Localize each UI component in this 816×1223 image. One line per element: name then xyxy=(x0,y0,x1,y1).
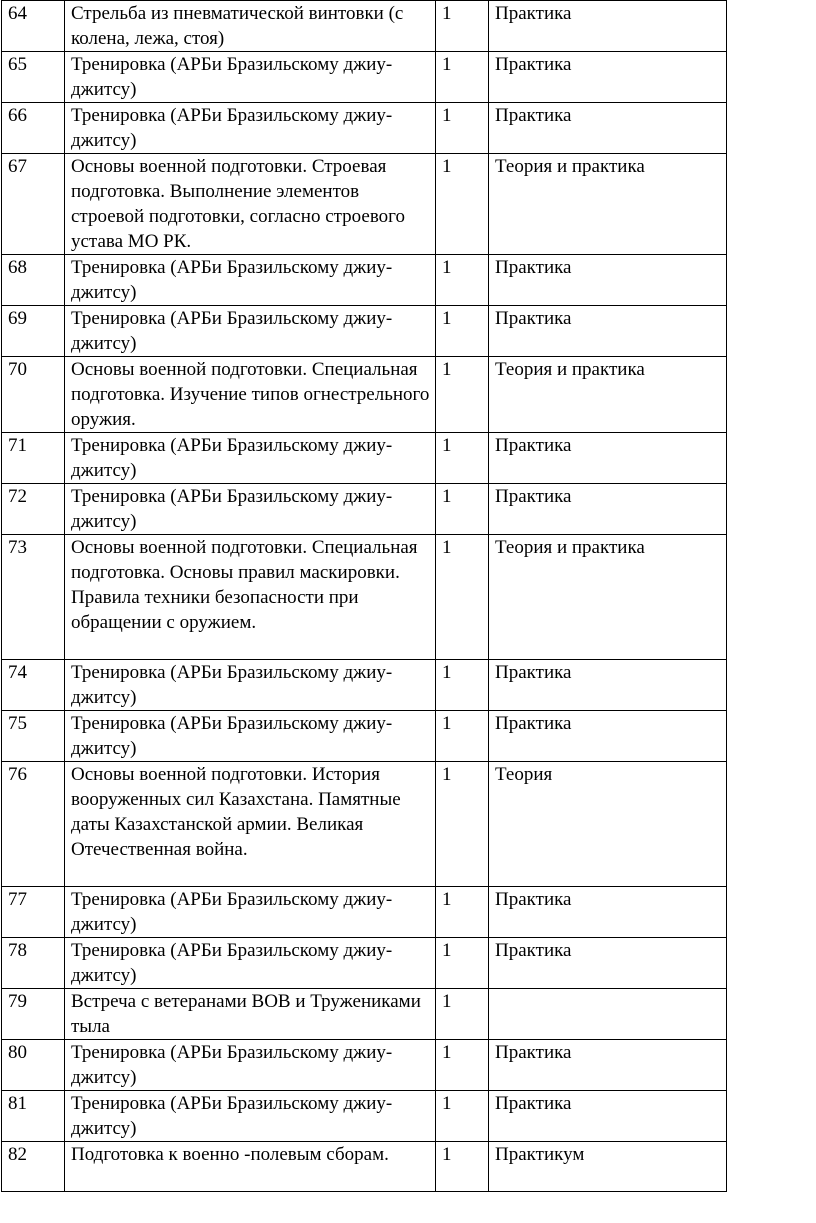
table-row xyxy=(2,989,727,1040)
row-number-cell: 66 xyxy=(2,103,65,154)
topic-cell: Тренировка (АРБи Бразильскому джиу-джитсу) xyxy=(65,484,436,535)
hours-cell: 1 xyxy=(436,52,489,103)
lesson-form-cell: Практика xyxy=(489,660,727,711)
topic-cell: Тренировка (АРБи Бразильскому джиу-джитсу) xyxy=(65,660,436,711)
table-row xyxy=(2,484,727,535)
table-row xyxy=(2,1091,727,1142)
lesson-form-cell: Практика xyxy=(489,1091,727,1142)
topic-cell: Тренировка (АРБи Бразильскому джиу-джитсу) xyxy=(65,433,436,484)
table-row xyxy=(2,306,727,357)
table-row xyxy=(2,255,727,306)
hours-cell: 1 xyxy=(436,989,489,1040)
hours-cell: 1 xyxy=(436,535,489,660)
lesson-form-cell: Практика xyxy=(489,433,727,484)
topic-cell: Тренировка (АРБи Бразильскому джиу-джитсу) xyxy=(65,255,436,306)
topic-cell: Основы военной подготовки. История вооруженных сил Казахстана. Памятные даты Казахстанской армии. Великая Отечественная война. xyxy=(65,762,436,887)
topic-cell: Тренировка (АРБи Бразильскому джиу-джитсу) xyxy=(65,887,436,938)
lesson-form-cell: Практика xyxy=(489,255,727,306)
table-row xyxy=(2,1142,727,1192)
table-row xyxy=(2,762,727,887)
topic-cell: Основы военной подготовки. Специальная подготовка. Основы правил маскировки. Правила техники безопасности при обращении с оружием. xyxy=(65,535,436,660)
table-row xyxy=(2,660,727,711)
lesson-form-cell: Практика xyxy=(489,484,727,535)
hours-cell: 1 xyxy=(436,1142,489,1192)
table-row xyxy=(2,938,727,989)
topic-cell: Тренировка (АРБи Бразильскому джиу-джитсу) xyxy=(65,306,436,357)
lesson-form-cell: Теория xyxy=(489,762,727,887)
lesson-form-cell: Практика xyxy=(489,1,727,52)
table-row xyxy=(2,52,727,103)
hours-cell: 1 xyxy=(436,433,489,484)
row-number-cell: 79 xyxy=(2,989,65,1040)
topic-cell: Тренировка (АРБи Бразильскому джиу-джитсу) xyxy=(65,1091,436,1142)
table-row xyxy=(2,711,727,762)
lesson-form-cell: Практика xyxy=(489,103,727,154)
topic-cell: Тренировка (АРБи Бразильскому джиу-джитсу) xyxy=(65,103,436,154)
lesson-form-cell: Теория и практика xyxy=(489,154,727,255)
lesson-form-cell: Теория и практика xyxy=(489,357,727,433)
hours-cell: 1 xyxy=(436,660,489,711)
table-row xyxy=(2,357,727,433)
topic-cell: Подготовка к военно -полевым сборам. xyxy=(65,1142,436,1192)
table-row xyxy=(2,433,727,484)
row-number-cell: 64 xyxy=(2,1,65,52)
row-number-cell: 70 xyxy=(2,357,65,433)
topic-cell: Тренировка (АРБи Бразильскому джиу-джитсу) xyxy=(65,1040,436,1091)
hours-cell: 1 xyxy=(436,154,489,255)
hours-cell: 1 xyxy=(436,887,489,938)
row-number-cell: 67 xyxy=(2,154,65,255)
topic-cell: Тренировка (АРБи Бразильскому джиу-джитсу) xyxy=(65,711,436,762)
lesson-form-cell: Практика xyxy=(489,306,727,357)
hours-cell: 1 xyxy=(436,762,489,887)
row-number-cell: 75 xyxy=(2,711,65,762)
hours-cell: 1 xyxy=(436,711,489,762)
topic-cell: Стрельба из пневматической винтовки (с колена, лежа, стоя) xyxy=(65,1,436,52)
hours-cell: 1 xyxy=(436,255,489,306)
lesson-form-cell: Практика xyxy=(489,887,727,938)
row-number-cell: 76 xyxy=(2,762,65,887)
hours-cell: 1 xyxy=(436,306,489,357)
hours-cell: 1 xyxy=(436,1091,489,1142)
hours-cell: 1 xyxy=(436,938,489,989)
table-row xyxy=(2,887,727,938)
topic-cell: Основы военной подготовки. Строевая подготовка. Выполнение элементов строевой подготовки, согласно строевого устава МО РК. xyxy=(65,154,436,255)
row-number-cell: 82 xyxy=(2,1142,65,1192)
lesson-form-cell: Практика xyxy=(489,938,727,989)
lesson-form-cell: Практика xyxy=(489,52,727,103)
topic-cell: Тренировка (АРБи Бразильскому джиу-джитсу) xyxy=(65,52,436,103)
row-number-cell: 78 xyxy=(2,938,65,989)
hours-cell: 1 xyxy=(436,1040,489,1091)
lesson-form-cell: Практика xyxy=(489,1040,727,1091)
table-row xyxy=(2,535,727,660)
table-row xyxy=(2,103,727,154)
row-number-cell: 72 xyxy=(2,484,65,535)
row-number-cell: 81 xyxy=(2,1091,65,1142)
topic-cell: Встреча с ветеранами ВОВ и Тружениками тыла xyxy=(65,989,436,1040)
row-number-cell: 71 xyxy=(2,433,65,484)
lesson-form-cell: Теория и практика xyxy=(489,535,727,660)
lesson-form-cell: Практикум xyxy=(489,1142,727,1192)
topic-cell: Тренировка (АРБи Бразильскому джиу-джитсу) xyxy=(65,938,436,989)
hours-cell: 1 xyxy=(436,1,489,52)
topic-cell: Основы военной подготовки. Специальная подготовка. Изучение типов огнестрельного оружия. xyxy=(65,357,436,433)
row-number-cell: 68 xyxy=(2,255,65,306)
table-row xyxy=(2,154,727,255)
row-number-cell: 74 xyxy=(2,660,65,711)
hours-cell: 1 xyxy=(436,103,489,154)
table-row xyxy=(2,1040,727,1091)
row-number-cell: 80 xyxy=(2,1040,65,1091)
hours-cell: 1 xyxy=(436,357,489,433)
row-number-cell: 65 xyxy=(2,52,65,103)
lesson-form-cell: Практика xyxy=(489,711,727,762)
schedule-table xyxy=(1,0,727,1192)
table-row xyxy=(2,1,727,52)
lesson-form-cell xyxy=(489,989,727,1040)
schedule-table-body xyxy=(2,1,727,1192)
row-number-cell: 77 xyxy=(2,887,65,938)
hours-cell: 1 xyxy=(436,484,489,535)
row-number-cell: 69 xyxy=(2,306,65,357)
row-number-cell: 73 xyxy=(2,535,65,660)
